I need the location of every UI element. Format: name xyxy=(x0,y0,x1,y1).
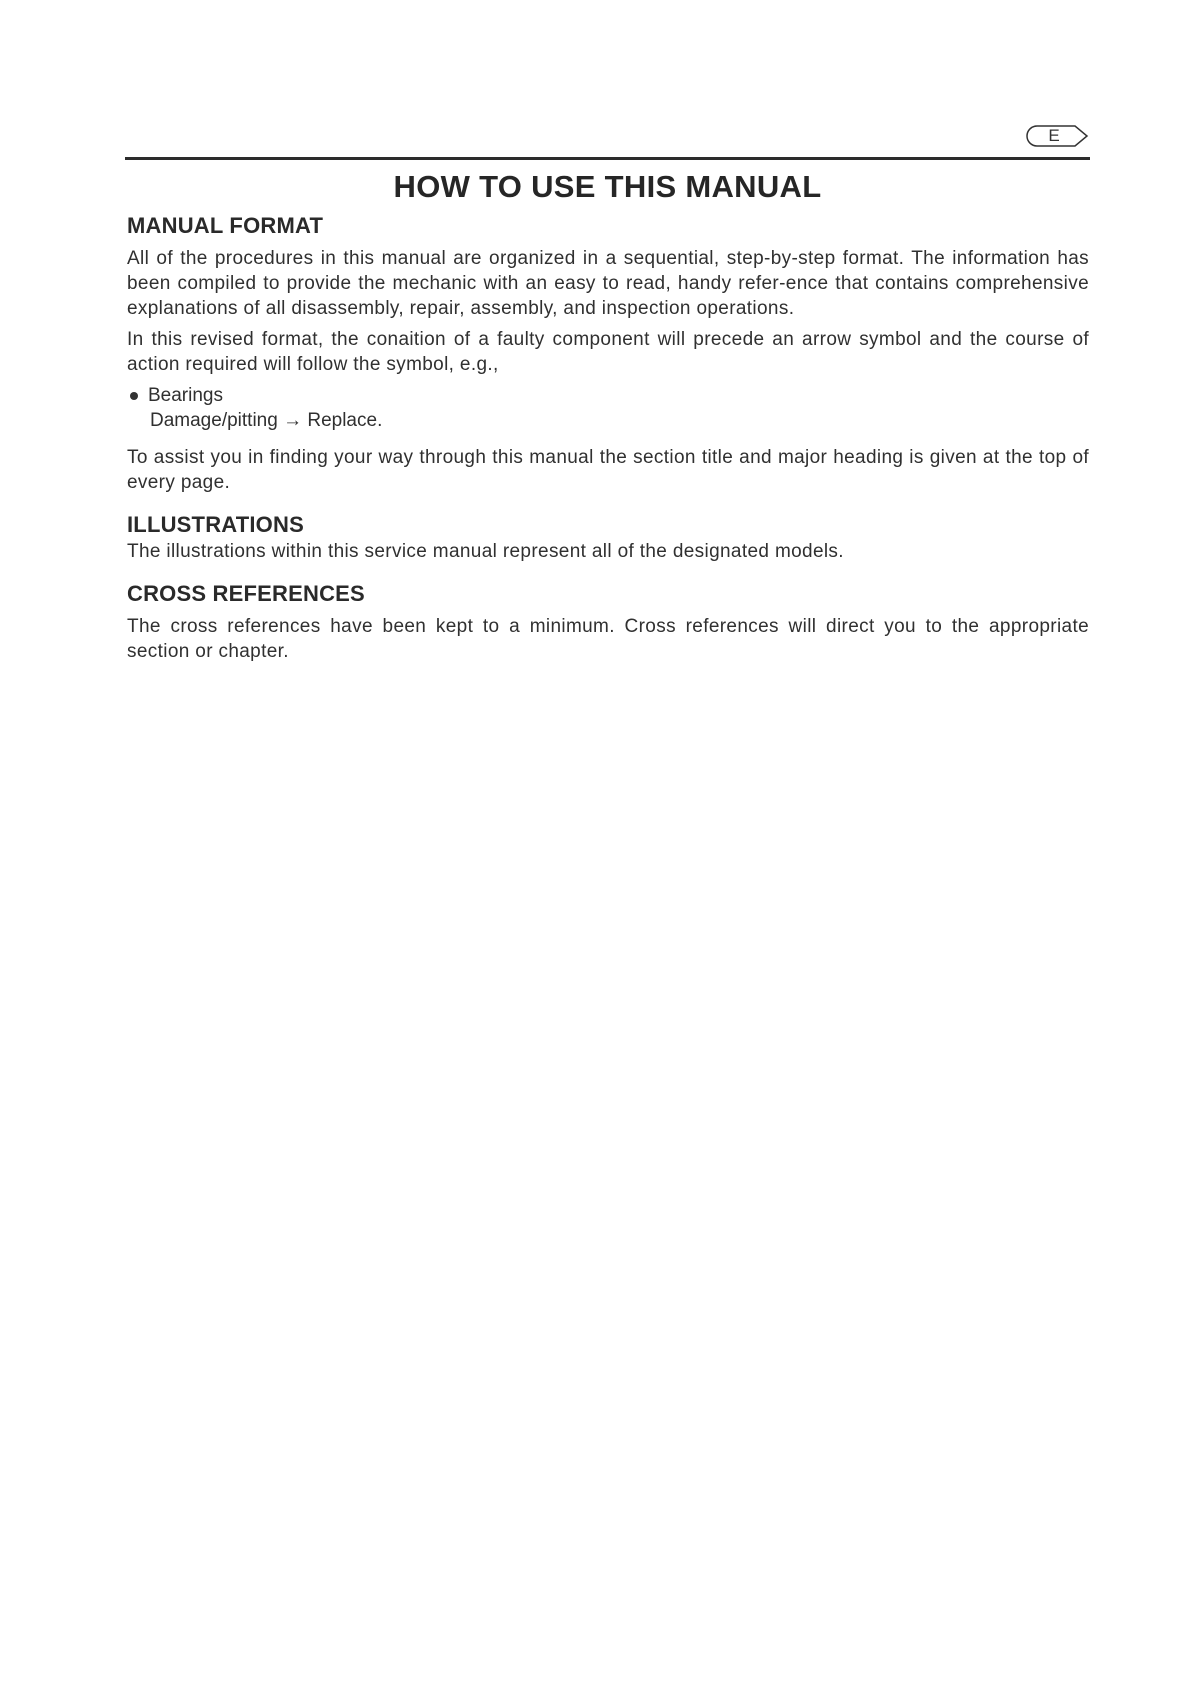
language-tab xyxy=(1025,124,1089,148)
language-code: E xyxy=(1048,126,1060,145)
example-item: Bearings xyxy=(148,385,223,406)
page-content xyxy=(127,212,1089,664)
example-block xyxy=(127,383,1089,433)
bullet-icon xyxy=(130,392,138,400)
body-paragraph: In this revised format, the conaition of a faulty component will precede an arrow symbol and the course of action required will follow the symbol, e.g., xyxy=(127,329,1089,375)
section-illustrations xyxy=(127,511,1089,564)
section-cross-references xyxy=(127,580,1089,664)
body-paragraph: The cross references have been kept to a minimum. Cross references will direct you to the appropriate section or chapter. xyxy=(127,616,1089,662)
page-title: HOW TO USE THIS MANUAL xyxy=(393,169,822,204)
section-heading: MANUAL FORMAT xyxy=(127,213,324,238)
example-detail: Damage/pitting → Replace. xyxy=(150,410,383,431)
section-heading: CROSS REFERENCES xyxy=(127,581,365,606)
body-paragraph: All of the procedures in this manual are organized in a sequential, step-by-step format. The information has been compiled to provide the mechanic with an easy to read, handy refer-ence that contains comprehensive explanations of all disassembly, repair, assembly, and inspection operations. xyxy=(127,248,1089,319)
body-paragraph: The illustrations within this service manual represent all of the designated models. xyxy=(127,541,844,562)
body-paragraph: To assist you in finding your way through this manual the section title and major heading is given at the top of every page. xyxy=(127,447,1089,493)
section-manual-format xyxy=(127,212,1089,495)
header-rule xyxy=(125,157,1090,160)
section-heading: ILLUSTRATIONS xyxy=(127,512,304,537)
